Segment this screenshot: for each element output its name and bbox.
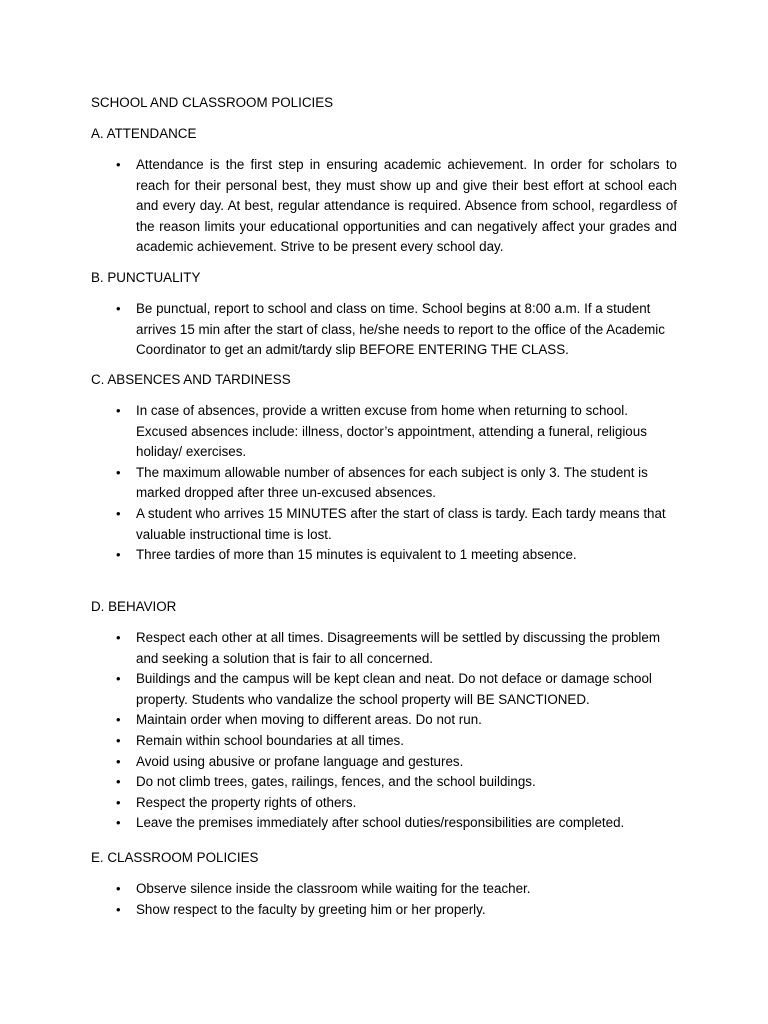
list-item-text: Be punctual, report to school and class on time. School begins at 8:00 a.m. If a student arrives 15 min after the start of class, he/she needs to report to the office of the Academic Coordinator to get an admit/tardy slip BEFORE ENTERING THE CLASS.	[136, 301, 665, 358]
list-item	[0, 900, 677, 921]
list-item-text: Do not climb trees, gates, railings, fences, and the school buildings.	[136, 774, 536, 790]
list-item	[0, 772, 677, 793]
list-item-text: Avoid using abusive or profane language and gestures.	[136, 753, 464, 769]
bullet-icon: •	[116, 732, 121, 748]
bullet-icon: •	[116, 630, 121, 645]
bullet-icon: •	[116, 403, 121, 418]
list-item-text: Show respect to the faculty by greeting him or her properly.	[136, 901, 486, 917]
list-item	[0, 813, 677, 834]
bullet-icon: •	[116, 671, 121, 687]
bullet-icon: •	[116, 712, 121, 728]
list-item-text: Three tardies of more than 15 minutes is equivalent to 1 meeting absence.	[136, 547, 577, 563]
behavior-list	[0, 628, 677, 834]
list-item	[0, 463, 677, 504]
list-item	[0, 299, 677, 361]
section-heading-classroom-policies: E. CLASSROOM POLICIES	[91, 850, 259, 865]
bullet-icon: •	[116, 774, 121, 790]
list-item	[0, 545, 677, 566]
list-item	[0, 401, 677, 463]
bullet-icon: •	[116, 794, 121, 810]
bullet-icon: •	[116, 815, 121, 831]
punctuality-list	[0, 299, 677, 361]
section-heading-behavior: D. BEHAVIOR	[91, 599, 177, 614]
bullet-icon: •	[116, 505, 121, 521]
list-item-text: Maintain order when moving to different areas. Do not run.	[136, 712, 482, 728]
list-item	[0, 710, 677, 731]
document-title: SCHOOL AND CLASSROOM POLICIES	[91, 95, 334, 110]
list-item-text: Respect the property rights of others.	[136, 794, 357, 810]
bullet-icon: •	[116, 547, 121, 563]
bullet-icon: •	[116, 881, 121, 896]
list-item-text: Remain within school boundaries at all times.	[136, 732, 404, 748]
list-item-text: Buildings and the campus will be kept clean and neat. Do not deface or damage school property. Students who vandalize the school property will BE SANCTIONED.	[136, 671, 652, 707]
section-heading-absences-tardiness: C. ABSENCES AND TARDINESS	[91, 372, 291, 387]
list-item	[0, 669, 677, 710]
bullet-icon: •	[116, 901, 121, 917]
bullet-icon: •	[116, 157, 121, 172]
list-item	[0, 731, 677, 752]
bullet-icon: •	[116, 464, 121, 480]
list-item	[0, 504, 677, 545]
list-item-text: Observe silence inside the classroom while waiting for the teacher.	[136, 881, 531, 896]
list-item-text: Respect each other at all times. Disagreements will be settled by discussing the problem and seeking a solution that is fair to all concerned.	[136, 630, 660, 666]
list-item-text: Leave the premises immediately after school duties/responsibilities are completed.	[136, 815, 625, 831]
list-item-text: The maximum allowable number of absences for each subject is only 3. The student is marked dropped after three un-excused absences.	[136, 464, 648, 501]
list-item-text: Attendance is the first step in ensuring academic achievement. In order for scholars to reach for their personal best, they must show up and give their best effort at school each and every day. At best, regular attendance is required. Absence from school, regardless of the reason limits your educational opportunities and can negatively affect your grades and academic achievement. Strive to be present every school day.	[136, 157, 677, 255]
list-item	[0, 793, 677, 814]
list-item	[0, 752, 677, 773]
section-heading-punctuality: B. PUNCTUALITY	[91, 270, 201, 285]
list-item-text: In case of absences, provide a written excuse from home when returning to school. Excused absences include: illness, doctor’s appointment, attending a funeral, religious holiday/ exercises.	[136, 403, 647, 460]
list-item	[0, 628, 677, 669]
section-heading-attendance: A. ATTENDANCE	[91, 126, 197, 141]
classroom-policies-list	[0, 879, 677, 920]
list-item	[0, 879, 677, 900]
bullet-icon: •	[116, 753, 121, 769]
list-item-text: A student who arrives 15 MINUTES after the start of class is tardy. Each tardy means that valuable instructional time is lost.	[136, 505, 666, 542]
list-item	[0, 155, 677, 258]
absences-tardiness-list	[0, 401, 677, 566]
bullet-icon: •	[116, 301, 121, 316]
attendance-list	[0, 155, 677, 258]
